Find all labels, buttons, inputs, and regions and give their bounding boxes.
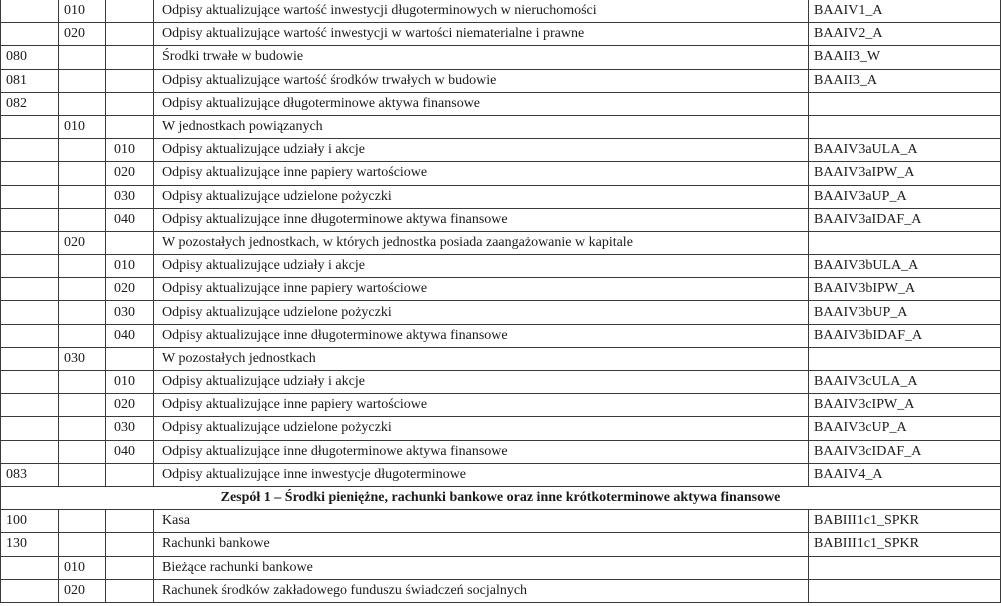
account-description-cell: Odpisy aktualizujące inne papiery wartościowe (154, 162, 809, 185)
subaccount-level2-cell: 030 (106, 185, 154, 208)
account-description-cell: Odpisy aktualizujące wartość inwestycji w wartości niematerialne i prawne (154, 23, 809, 46)
table-body (1, 0, 1001, 602)
account-description-cell: Odpisy aktualizujące udziały i akcje (154, 371, 809, 394)
subaccount-level2-cell (106, 579, 154, 602)
subaccount-level1-cell (59, 301, 106, 324)
report-code-cell (809, 231, 1001, 254)
table-row (1, 115, 1001, 138)
subaccount-level2-cell (106, 92, 154, 115)
report-code-cell: BAAIV3aIPW_A (809, 162, 1001, 185)
table-row (1, 139, 1001, 162)
account-description-cell: Środki trwałe w budowie (154, 46, 809, 69)
report-code-cell: BAAII3_A (809, 69, 1001, 92)
synthetic-account-cell: 130 (1, 533, 59, 556)
account-description-cell: Odpisy aktualizujące udziały i akcje (154, 139, 809, 162)
report-code-cell: BAAIV3bULA_A (809, 255, 1001, 278)
account-description-cell: Odpisy aktualizujące inne długoterminowe aktywa finansowe (154, 324, 809, 347)
synthetic-account-cell (1, 440, 59, 463)
report-code-cell: BAAIV3cIDAF_A (809, 440, 1001, 463)
report-code-cell: BAAIV4_A (809, 463, 1001, 486)
report-code-cell (809, 556, 1001, 579)
table-row (1, 463, 1001, 486)
account-description-cell: Odpisy aktualizujące udzielone pożyczki (154, 301, 809, 324)
subaccount-level2-cell (106, 463, 154, 486)
account-description-cell: Odpisy aktualizujące udzielone pożyczki (154, 417, 809, 440)
synthetic-account-cell (1, 115, 59, 138)
table-row (1, 255, 1001, 278)
subaccount-level1-cell (59, 278, 106, 301)
table-row (1, 371, 1001, 394)
account-description-cell: Odpisy aktualizujące inne długoterminowe aktywa finansowe (154, 440, 809, 463)
subaccount-level1-cell (59, 185, 106, 208)
account-description-cell: Odpisy aktualizujące inne papiery wartościowe (154, 394, 809, 417)
table-row (1, 417, 1001, 440)
synthetic-account-cell (1, 0, 59, 23)
subaccount-level1-cell (59, 533, 106, 556)
synthetic-account-cell (1, 231, 59, 254)
subaccount-level2-cell (106, 0, 154, 23)
report-code-cell: BAAIV3cIPW_A (809, 394, 1001, 417)
report-code-cell: BAAII3_W (809, 46, 1001, 69)
subaccount-level2-cell (106, 556, 154, 579)
subaccount-level2-cell (106, 231, 154, 254)
table-row (1, 347, 1001, 370)
account-description-cell: Kasa (154, 510, 809, 533)
synthetic-account-cell (1, 579, 59, 602)
table-row (1, 92, 1001, 115)
account-description-cell: Odpisy aktualizujące inne długoterminowe aktywa finansowe (154, 208, 809, 231)
subaccount-level1-cell (59, 208, 106, 231)
subaccount-level2-cell: 020 (106, 278, 154, 301)
subaccount-level1-cell (59, 510, 106, 533)
report-code-cell: BAAIV3bUP_A (809, 301, 1001, 324)
subaccount-level1-cell (59, 440, 106, 463)
subaccount-level1-cell: 020 (59, 579, 106, 602)
subaccount-level2-cell (106, 533, 154, 556)
subaccount-level2-cell: 040 (106, 440, 154, 463)
account-description-cell: W pozostałych jednostkach (154, 347, 809, 370)
section-heading: Zespół 1 – Środki pieniężne, rachunki bankowe oraz inne krótkoterminowe aktywa finansowe (1, 486, 1001, 509)
report-code-cell: BAAIV3aULA_A (809, 139, 1001, 162)
synthetic-account-cell (1, 556, 59, 579)
subaccount-level1-cell: 020 (59, 23, 106, 46)
table-row (1, 394, 1001, 417)
table-row (1, 231, 1001, 254)
subaccount-level1-cell (59, 463, 106, 486)
table-row (1, 579, 1001, 602)
table-row (1, 533, 1001, 556)
report-code-cell (809, 579, 1001, 602)
table-row (1, 301, 1001, 324)
account-description-cell: Odpisy aktualizujące inne papiery wartościowe (154, 278, 809, 301)
table-row (1, 556, 1001, 579)
subaccount-level1-cell (59, 255, 106, 278)
subaccount-level2-cell: 010 (106, 255, 154, 278)
subaccount-level2-cell: 030 (106, 301, 154, 324)
synthetic-account-cell (1, 139, 59, 162)
subaccount-level2-cell (106, 510, 154, 533)
section-header-row (1, 486, 1001, 509)
synthetic-account-cell: 082 (1, 92, 59, 115)
table-row (1, 69, 1001, 92)
table-row (1, 185, 1001, 208)
report-code-cell: BAAIV3aIDAF_A (809, 208, 1001, 231)
table-row (1, 162, 1001, 185)
account-description-cell: W pozostałych jednostkach, w których jednostka posiada zaangażowanie w kapitale (154, 231, 809, 254)
subaccount-level1-cell (59, 371, 106, 394)
table-row (1, 23, 1001, 46)
table-row (1, 278, 1001, 301)
synthetic-account-cell: 080 (1, 46, 59, 69)
account-description-cell: Odpisy aktualizujące inne inwestycje długoterminowe (154, 463, 809, 486)
report-code-cell: BABIII1c1_SPKR (809, 510, 1001, 533)
synthetic-account-cell: 083 (1, 463, 59, 486)
account-description-cell: W jednostkach powiązanych (154, 115, 809, 138)
subaccount-level2-cell (106, 23, 154, 46)
synthetic-account-cell (1, 301, 59, 324)
subaccount-level2-cell: 010 (106, 371, 154, 394)
report-code-cell: BAAIV3bIDAF_A (809, 324, 1001, 347)
report-code-cell (809, 347, 1001, 370)
synthetic-account-cell (1, 278, 59, 301)
synthetic-account-cell (1, 23, 59, 46)
account-description-cell: Odpisy aktualizujące udzielone pożyczki (154, 185, 809, 208)
synthetic-account-cell (1, 417, 59, 440)
subaccount-level2-cell (106, 69, 154, 92)
report-code-cell: BAAIV3cULA_A (809, 371, 1001, 394)
synthetic-account-cell (1, 255, 59, 278)
subaccount-level1-cell (59, 139, 106, 162)
table-row (1, 208, 1001, 231)
account-description-cell: Odpisy aktualizujące wartość środków trwałych w budowie (154, 69, 809, 92)
table-row (1, 440, 1001, 463)
report-code-cell: BAAIV1_A (809, 0, 1001, 23)
subaccount-level2-cell: 010 (106, 139, 154, 162)
account-description-cell: Rachunki bankowe (154, 533, 809, 556)
synthetic-account-cell (1, 394, 59, 417)
subaccount-level1-cell: 010 (59, 115, 106, 138)
report-code-cell (809, 115, 1001, 138)
subaccount-level2-cell (106, 347, 154, 370)
table-row (1, 46, 1001, 69)
subaccount-level2-cell: 040 (106, 324, 154, 347)
report-code-cell (809, 92, 1001, 115)
synthetic-account-cell: 100 (1, 510, 59, 533)
subaccount-level1-cell (59, 324, 106, 347)
table-row (1, 324, 1001, 347)
report-code-cell: BAAIV2_A (809, 23, 1001, 46)
subaccount-level2-cell: 030 (106, 417, 154, 440)
subaccount-level1-cell: 030 (59, 347, 106, 370)
synthetic-account-cell (1, 185, 59, 208)
table-row (1, 510, 1001, 533)
account-description-cell: Odpisy aktualizujące udziały i akcje (154, 255, 809, 278)
synthetic-account-cell (1, 371, 59, 394)
subaccount-level1-cell (59, 92, 106, 115)
report-code-cell: BABIII1c1_SPKR (809, 533, 1001, 556)
synthetic-account-cell (1, 324, 59, 347)
subaccount-level2-cell: 020 (106, 162, 154, 185)
subaccount-level1-cell (59, 46, 106, 69)
account-description-cell: Bieżące rachunki bankowe (154, 556, 809, 579)
synthetic-account-cell (1, 347, 59, 370)
report-code-cell: BAAIV3cUP_A (809, 417, 1001, 440)
subaccount-level1-cell (59, 69, 106, 92)
report-code-cell: BAAIV3aUP_A (809, 185, 1001, 208)
subaccount-level2-cell (106, 115, 154, 138)
subaccount-level2-cell: 020 (106, 394, 154, 417)
subaccount-level2-cell (106, 46, 154, 69)
subaccount-level1-cell: 020 (59, 231, 106, 254)
subaccount-level1-cell (59, 417, 106, 440)
account-description-cell: Rachunek środków zakładowego funduszu świadczeń socjalnych (154, 579, 809, 602)
account-description-cell: Odpisy aktualizujące wartość inwestycji długoterminowych w nieruchomości (154, 0, 809, 23)
synthetic-account-cell (1, 162, 59, 185)
subaccount-level1-cell (59, 162, 106, 185)
subaccount-level2-cell: 040 (106, 208, 154, 231)
account-description-cell: Odpisy aktualizujące długoterminowe aktywa finansowe (154, 92, 809, 115)
subaccount-level1-cell: 010 (59, 556, 106, 579)
synthetic-account-cell: 081 (1, 69, 59, 92)
report-code-cell: BAAIV3bIPW_A (809, 278, 1001, 301)
subaccount-level1-cell (59, 394, 106, 417)
subaccount-level1-cell: 010 (59, 0, 106, 23)
table-row (1, 0, 1001, 23)
synthetic-account-cell (1, 208, 59, 231)
